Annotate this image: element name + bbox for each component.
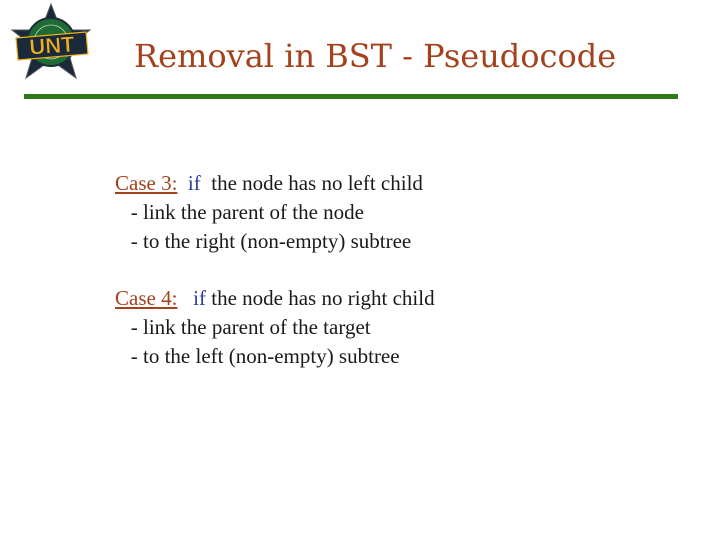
case-step [115, 342, 435, 371]
case-3-heading [115, 169, 435, 198]
title-divider [24, 94, 678, 99]
case-condition: the node has no left child [211, 171, 423, 195]
case-4-heading [115, 284, 435, 313]
logo-text: UNT [28, 31, 76, 60]
keyword-if: if [187, 171, 201, 195]
case-step-text: - link the parent of the node [130, 200, 365, 224]
case-step [115, 227, 435, 256]
unt-star-seal-icon [6, 2, 96, 84]
case-step-text: - link the parent of the target [130, 315, 371, 339]
slide-body [115, 169, 435, 371]
spacer [115, 256, 435, 284]
keyword-if: if [193, 286, 206, 310]
case-condition: the node has no right child [211, 286, 435, 310]
unt-logo [6, 2, 96, 84]
case-label: Case 4: [115, 286, 178, 310]
slide-title: Removal in BST - Pseudocode [134, 37, 617, 75]
case-label: Case 3: [115, 171, 178, 195]
case-step-text: - to the right (non-empty) subtree [130, 229, 412, 253]
case-step [115, 198, 435, 227]
case-step [115, 313, 435, 342]
case-step-text: - to the left (non-empty) subtree [130, 344, 400, 368]
